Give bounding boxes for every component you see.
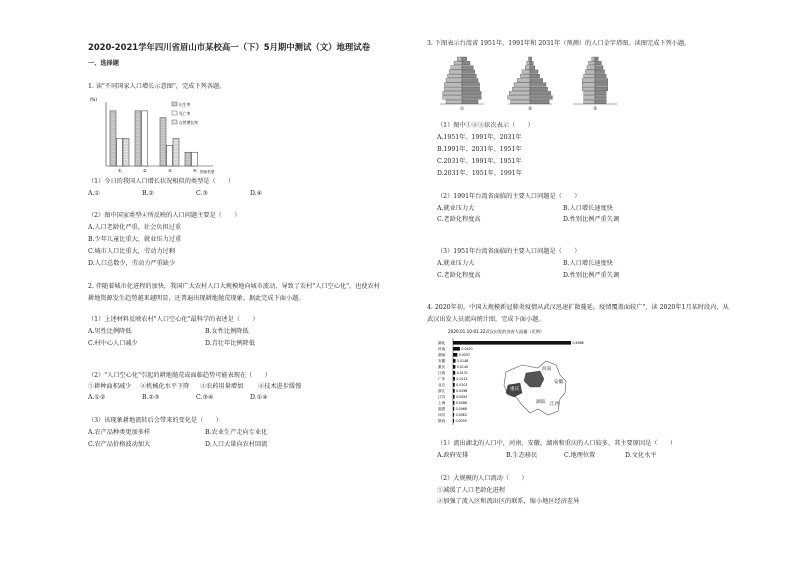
q2-sub1-opt-d[interactable]: D.青壮年比例降低	[205, 340, 256, 347]
q1-legend-swatch	[172, 120, 177, 124]
q2-sub2-opt-d[interactable]: D.①④	[250, 394, 268, 401]
q4-category-label: 福建	[438, 407, 446, 412]
q4-category-label: 湖南	[438, 353, 446, 358]
q1-sub2-opt-a[interactable]: A.人口老龄化严重，社会负担过重	[88, 224, 182, 231]
q2-sub1: （1）上述材料反映农村"人口空心化"最科学的表述是（ ）	[88, 316, 259, 323]
q2-sub1-opt-a[interactable]: A.男性比例降低	[88, 328, 132, 335]
q4-category-label: 北京	[438, 383, 446, 388]
q1-legend-label: 自然增长率	[179, 120, 198, 125]
q1-sub1-opt-c[interactable]: C.③	[196, 190, 209, 197]
q4-category-label: 江苏	[438, 395, 446, 400]
q4-category-label: 江西	[438, 371, 446, 376]
q2-sub2-opt-b[interactable]: B.②③	[142, 394, 160, 401]
q2-sub3-opt-c[interactable]: C.农产品价格波动加大	[88, 441, 151, 448]
q3-sub2-opt-d[interactable]: D.性别比例严重失调	[563, 216, 620, 223]
q4-bar	[453, 347, 460, 351]
q4-value-label: 0.0059	[455, 419, 467, 424]
q4-bar	[453, 419, 454, 423]
q4-value-label: 0.0148	[456, 359, 469, 364]
q2-stem-line2: 耕地资源发生趋势越来越明显，还普遍出现耕地抛荒现象。据此完成下面小题。	[88, 295, 305, 302]
q4-bar	[453, 401, 454, 405]
q1-bar	[167, 145, 173, 166]
q4-value-label: 0.0103	[456, 383, 468, 388]
q4-bar	[453, 389, 455, 393]
map-province-label: 河南	[542, 367, 552, 372]
q1-sub1-opt-a[interactable]: A.①	[88, 190, 100, 197]
q4-value-label: 0.0257	[458, 353, 470, 358]
q3-sub3-opt-a[interactable]: A.就业压力大	[437, 260, 475, 267]
q4-stem-line1: 4. 2020年初，中国大规模新冠肺炎疫情从武汉迅速扩散蔓延。疫情覆盖面较广"，读 2020年1月某时段内，从	[427, 304, 729, 311]
wuhan-outflow-chart	[436, 325, 611, 430]
q4-value-label: 0.0068	[455, 407, 467, 412]
q4-bar	[453, 341, 571, 345]
q2-sub1-opt-b[interactable]: B.女性比例降低	[205, 328, 249, 335]
map-province-label: 重庆	[510, 387, 520, 392]
q4-category-label: 浙江	[438, 389, 446, 394]
q1-bar	[117, 138, 123, 166]
q3-sub3-opt-b[interactable]: B.人口增长速度快	[563, 260, 613, 267]
q4-sub1-opt-c[interactable]: C.地理位置	[564, 452, 596, 459]
q1-x-axis-note: 国家类型	[200, 170, 215, 174]
q2-sub2-opt-c[interactable]: C.③④	[196, 394, 214, 401]
q3-sub2: （2）1991年台湾省面临的主要人口问题是（ ）	[437, 193, 581, 200]
q1-stem: 1. 读"不同国家人口增长示意图"，完成下列各题。	[88, 83, 226, 90]
q1-legend-label: 死亡率	[179, 111, 191, 116]
q4-category-label: 河南	[438, 347, 446, 352]
section-heading: 一、选择题	[88, 60, 119, 67]
q1-sub2-opt-d[interactable]: D.人口总数少，劳动力严重缺少	[88, 260, 176, 267]
q3-sub1: （1）图中①②③依次表示（ ）	[437, 122, 534, 129]
q1-x-tick: ③	[168, 168, 172, 173]
q2-sub3-opt-d[interactable]: D.人口大量向农村回流	[205, 441, 268, 448]
q4-category-label: 湖北	[438, 341, 446, 346]
q4-category-label: 上海	[438, 401, 446, 406]
q2-sub3-opt-b[interactable]: B.农业生产走向专业化	[205, 429, 268, 436]
q4-value-label: 0.6986	[572, 341, 584, 346]
q2-sub2-item-3: ③农药用量增加	[200, 383, 244, 390]
q4-bar	[453, 377, 455, 381]
q4-bar	[453, 371, 455, 375]
q1-legend-swatch	[172, 102, 177, 106]
pyramid-label: ①	[460, 107, 465, 112]
q2-sub2-item-2: ②机械化水平下降	[140, 383, 190, 390]
q4-sub1-opt-a[interactable]: A.政府安排	[437, 452, 469, 459]
population-pyramid	[440, 57, 484, 112]
q2-sub2: （2）"人口空心化"引起的耕地抛荒或面临趋势可能表现在（ ）	[88, 372, 271, 379]
q4-bar	[453, 359, 455, 363]
q1-sub1-opt-d[interactable]: D.④	[250, 190, 263, 197]
map-province-label: 安徽	[554, 380, 564, 385]
q2-sub3: （3）该现象耕地流转后会带来的变化是（ ）	[88, 417, 222, 424]
q4-bar	[453, 365, 455, 369]
q4-value-label: 0.0086	[455, 401, 468, 406]
q4-sub2-item-1: ①减缓了人口老龄化进程	[437, 487, 506, 494]
q1-legend-label: 出生率	[179, 102, 191, 107]
q4-value-label: 0.0098	[456, 389, 468, 394]
q3-sub3-opt-d[interactable]: D.性别比例严重失调	[563, 272, 620, 279]
q4-chart-title: 2020.01.10-01.22武汉出发的各省人流量（比例）	[448, 329, 545, 334]
q3-sub2-opt-a[interactable]: A.就业压力大	[437, 205, 475, 212]
q4-sub2: （2）大规模的人口流动（ ）	[437, 475, 528, 482]
q1-y-axis-label: (%)	[90, 97, 97, 102]
q3-stem: 3. 下图表示台湾省 1951年、1991年和 2031年（预测）的人口金字塔图。读图完成下列小题。	[427, 40, 691, 47]
q4-category-label: 陕西	[438, 419, 446, 424]
population-pyramid	[573, 57, 617, 112]
q4-bar	[453, 395, 455, 399]
q4-bar	[453, 413, 454, 417]
q3-sub2-opt-c[interactable]: C.老龄化程度高	[437, 216, 481, 223]
q1-sub2-opt-b[interactable]: B.少年儿童比重大，就业压力过重	[88, 236, 182, 243]
q2-sub1-opt-c[interactable]: C.村中心人口减少	[88, 340, 138, 347]
q2-sub2-opt-a[interactable]: A.①②	[88, 394, 106, 401]
q1-bar	[142, 111, 148, 166]
q4-category-label: 重庆	[438, 365, 446, 370]
q4-value-label: 0.0410	[461, 347, 473, 352]
q1-sub2: （2）图中国家类型④所反映的人口问题主要是（ ）	[88, 212, 241, 219]
q1-sub2-opt-c[interactable]: C.城市人口比重大，劳动力过剩	[88, 248, 175, 255]
q3-sub2-opt-b[interactable]: B.人口增长速度快	[563, 205, 613, 212]
q4-sub1: （1）流出湖北的人口中，河南、安徽、湖南和重庆的人口较多，其主要原因是（ ）	[437, 440, 677, 447]
q4-value-label: 0.0140	[456, 365, 469, 370]
q4-bar	[453, 353, 457, 357]
map-province-label: 湖南	[536, 400, 546, 405]
province-map	[504, 361, 566, 415]
q4-bar	[453, 383, 455, 387]
q1-legend-swatch	[172, 111, 177, 115]
population-pyramid	[508, 57, 553, 112]
q3-sub1-opt-d[interactable]: D.2031年、1951年、1991年	[437, 170, 522, 177]
q3-sub1-opt-b[interactable]: B.1991年、2031年、1951年	[437, 146, 522, 153]
q4-category-label: 四川	[438, 413, 446, 418]
q4-category-label: 安徽	[438, 359, 446, 364]
q1-bar	[192, 152, 198, 166]
q1-x-tick: ①	[118, 168, 122, 173]
q1-bar-chart	[88, 92, 238, 177]
pyramid-label: ②	[528, 107, 533, 112]
q1-sub1-opt-b[interactable]: B.②	[142, 190, 155, 197]
q1-bar	[110, 111, 116, 166]
q4-category-label: 广东	[438, 377, 446, 382]
q3-sub1-opt-a[interactable]: A.1951年、1991年、2031年	[437, 134, 522, 141]
q2-sub2-item-1: ①耕种面积减少	[88, 383, 132, 390]
q1-bar	[135, 111, 141, 166]
q3-sub1-opt-c[interactable]: C.2031年、1991年、1951年	[437, 158, 522, 165]
q2-sub2-item-4: ④技术进步缓慢	[258, 383, 302, 390]
q1-x-tick: ④	[193, 168, 197, 173]
population-pyramids	[430, 50, 630, 112]
q4-value-label: 0.0063	[455, 413, 467, 418]
q2-stem-line1: 2. 伴随着城市化进程的加快，我国广大农村人口大规模地向城市流动，导致了农村"人口空心化"，也使农村	[88, 283, 380, 290]
q3-sub3: （3）1951年台湾省面临的主要人口问题是（ ）	[437, 248, 581, 255]
q4-value-label: 0.0131	[456, 371, 468, 376]
q1-x-tick: ②	[143, 168, 147, 173]
q4-sub2-item-2: ②加强了流入区和流出区的联系，缩小地区经济差异	[437, 498, 580, 505]
q4-bar	[453, 407, 454, 411]
map-province-label: 江西	[550, 402, 560, 407]
pyramid-label: ③	[593, 107, 598, 112]
q4-stem-line2: 武汉出发人员流向统计图，完成下面小题。	[427, 316, 545, 323]
page-title: 2020-2021学年四川省眉山市某校高一（下）5月期中测试（文）地理试卷	[88, 42, 371, 52]
q4-sub1-opt-d[interactable]: D.文化水平	[625, 452, 657, 459]
q4-value-label: 0.0113	[456, 377, 468, 382]
q1-bar	[185, 152, 191, 166]
q3-sub3-opt-c[interactable]: C.老龄化程度高	[437, 272, 481, 279]
q2-sub3-opt-a[interactable]: A.农产品种类更加多样	[88, 429, 151, 436]
q4-value-label: 0.0094	[456, 395, 468, 400]
q1-sub1: （1）今日的我国人口增长状况相似的类型是（ ）	[88, 178, 235, 185]
q4-sub1-opt-b[interactable]: B.生态移民	[506, 452, 538, 459]
